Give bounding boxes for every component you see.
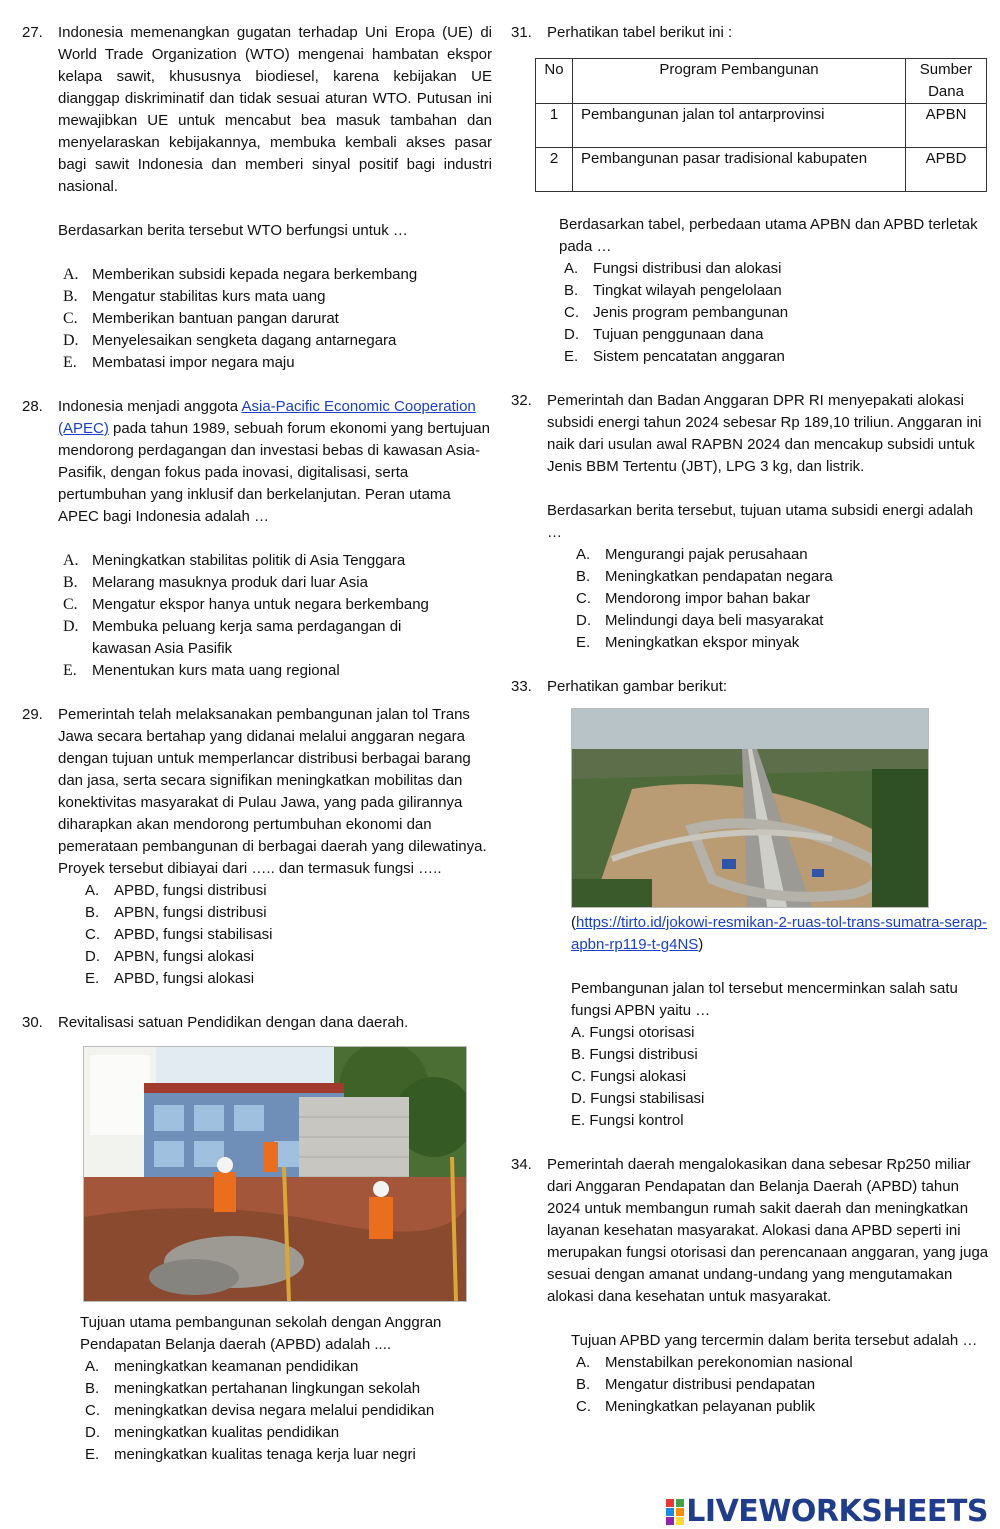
apec-link[interactable]: Asia-Pacific Economic Cooperation (APEC) [58,398,476,437]
table-row [536,148,987,192]
source-citation: (https://tirto.id/jokowi-resmikan-2-ruas-tol-trans-sumatra-serap-apbn-rp119-t-g4NS) [571,914,987,953]
school-construction-image [84,1047,466,1301]
question-number: 28. [22,398,43,415]
option-c[interactable]: C. Meningkatkan pelayanan publik [576,1398,816,1415]
question-number: 29. [22,706,43,723]
option-b[interactable]: B. Melarang masuknya produk dari luar Asia [63,574,368,591]
question-30 [22,1012,492,1466]
option-b[interactable]: B. Fungsi distribusi [571,1046,698,1063]
option-b[interactable]: B. Mengatur distribusi pendapatan [576,1376,816,1393]
question-prompt: Tujuan utama pembangunan sekolah dengan Anggran Pendapatan Belanja daerah (APBD) adalah .... [80,1314,442,1353]
table-header: Sumber Dana [906,59,987,104]
option-b[interactable]: B. Mengatur stabilitas kurs mata uang [63,288,326,305]
option-d[interactable]: D. Fungsi stabilisasi [571,1090,705,1107]
option-e[interactable]: E. Sistem pencatatan anggaran [564,348,785,365]
table-header: No [536,59,573,104]
table-header: Program Pembangunan [573,59,906,104]
right-column [511,22,989,1418]
option-c[interactable]: C. Fungsi alokasi [571,1068,687,1085]
question-32 [511,390,989,654]
option-c[interactable]: C. APBD, fungsi stabilisasi [85,926,273,943]
option-c[interactable]: C. Jenis program pembangunan [564,304,789,321]
school-construction-photo [83,1046,467,1302]
options-list [58,550,492,682]
question-number: 33. [511,678,532,695]
option-d[interactable]: D. Melindungi daya beli masyarakat [576,612,824,629]
toll-road-aerial-image [572,709,928,907]
option-e[interactable]: E. Membatasi impor negara maju [63,354,295,371]
option-d[interactable]: D. Membuka peluang kerja sama perdagangan di kawasan Asia Pasifik [63,618,402,657]
option-e[interactable]: E. Meningkatkan ekspor minyak [576,634,800,651]
question-number: 32. [511,392,532,409]
options-list [80,880,492,990]
table-cell: Pembangunan jalan tol antarprovinsi [573,104,906,148]
toll-road-photo [571,708,929,908]
program-table [535,58,987,192]
option-a[interactable]: A. APBD, fungsi distribusi [85,882,267,899]
option-a[interactable]: A. Meningkatkan stabilitas politik di Asia Tenggara [63,552,406,569]
table-cell: Pembangunan pasar tradisional kabupaten [573,148,906,192]
option-b[interactable]: B. meningkatkan pertahanan lingkungan sekolah [85,1380,421,1397]
option-e[interactable]: E. Fungsi kontrol [571,1112,684,1129]
question-text: Pemerintah telah melaksanakan pembangunan jalan tol Trans Jawa secara bertahap yang didanai melalui anggaran negara dengan tujuan untuk memperlancar distribusi berbagai barang dan jasa, serta secara signifikan meningkatkan mobilitas dan konektivitas masyarakat di Pulau Jawa, yang pada gilirannya diharapkan akan mendorong pertumbuhan ekonomi dan pemerataan pembangunan di berbagai daerah yang dilewatinya. Proyek tersebut dibiayai dari ….. dan termasuk fungsi ….. [58,706,487,877]
option-c[interactable]: C. Memberikan bantuan pangan darurat [63,310,339,327]
options-list [559,258,989,368]
question-33 [511,676,989,1132]
option-a[interactable]: A. meningkatkan keamanan pendidikan [85,1358,359,1375]
table-cell: 1 [536,104,573,148]
option-c[interactable]: C. Mengatur ekspor hanya untuk negara berkembang [63,596,429,613]
question-prompt: Berdasarkan berita tersebut WTO berfungsi untuk … [58,222,408,239]
question-prompt: Pembangunan jalan tol tersebut mencerminkan salah satu fungsi APBN yaitu … [571,980,958,1019]
option-b[interactable]: B. Meningkatkan pendapatan negara [576,568,833,585]
option-e[interactable]: E. Menentukan kurs mata uang regional [63,662,340,679]
option-e[interactable]: E. APBD, fungsi alokasi [85,970,255,987]
options-list [58,264,492,374]
question-prompt: Berdasarkan berita tersebut, tujuan utama subsidi energi adalah … [547,502,974,541]
option-d[interactable]: D. Menyelesaikan sengketa dagang antarnegara [63,332,397,349]
question-text: Perhatikan gambar berikut: [547,678,728,695]
question-number: 31. [511,24,532,41]
option-d[interactable]: D. Tujuan penggunaan dana [564,326,764,343]
table-cell: APBD [906,148,987,192]
liveworksheets-watermark: LIVEWORKSHEETS [666,1499,988,1525]
question-text: Pemerintah dan Badan Anggaran DPR RI menyepakati alokasi subsidi energi tahun 2024 sebesar Rp 189,10 triliun. Anggaran ini naik dari usulan awal RAPBN 2024 dan mencakup subsidi untuk Jenis BBM Tertentu (JBT), LPG 3 kg, dan listrik. [547,392,982,475]
option-d[interactable]: D. APBN, fungsi alokasi [85,948,255,965]
options-list [571,544,989,654]
question-34 [511,1154,989,1418]
option-e[interactable]: E. meningkatkan kualitas tenaga kerja luar negri [85,1446,416,1463]
table-cell: 2 [536,148,573,192]
option-d[interactable]: D. meningkatkan kualitas pendidikan [85,1424,340,1441]
question-text: Revitalisasi satuan Pendidikan dengan dana daerah. [58,1014,409,1031]
options-list [571,1022,989,1132]
question-text: Indonesia memenangkan gugatan terhadap Uni Eropa (UE) di World Trade Organization (WTO) mengenai hambatan ekspor kelapa sawit, khususnya biodiesel, karena kebijakan UE dianggap diskriminatif dan tidak sesuai aturan WTO. Putusan ini mewajibkan UE untuk mencabut bea masuk tambahan dan menyelaraskan kebijakannya, membuka kembali akses pasar bagi sawit Indonesia dan memberi sinyal positif bagi industri nasional. [58,24,492,195]
question-31 [511,22,989,368]
question-number: 34. [511,1156,532,1173]
question-27 [22,22,492,374]
question-number: 30. [22,1014,43,1031]
question-text: Perhatikan tabel berikut ini : [547,24,733,41]
option-a[interactable]: A. Menstabilkan perekonomian nasional [576,1354,853,1371]
option-b[interactable]: B. Tingkat wilayah pengelolaan [564,282,782,299]
question-number: 27. [22,24,43,41]
left-column [22,22,492,1466]
question-prompt: Tujuan APBD yang tercermin dalam berita tersebut adalah … [571,1332,978,1349]
option-a[interactable]: A. Mengurangi pajak perusahaan [576,546,808,563]
option-a[interactable]: A. Memberikan subsidi kepada negara berkembang [63,266,418,283]
option-c[interactable]: C. meningkatkan devisa negara melalui pendidikan [85,1402,435,1419]
question-text: Pemerintah daerah mengalokasikan dana sebesar Rp250 miliar dari Anggaran Pendapatan dan Belanja Daerah (APBD) tahun 2024 untuk membangun rumah sakit daerah dan meningkatkan layanan kesehatan masyarakat. Alokasi dana APBD seperti ini merupakan fungsi otorisasi dan perencanaan anggaran, yang juga sesuai dengan amanat undang-undang yang mengutamakan alokasi dana kesehatan untuk masyarakat. [547,1156,989,1305]
question-28 [22,396,492,682]
liveworksheets-logo-icon [666,1499,684,1525]
question-prompt: Berdasarkan tabel, perbedaan utama APBN dan APBD terletak pada … [559,216,978,255]
option-a[interactable]: A. Fungsi distribusi dan alokasi [564,260,782,277]
source-link[interactable]: https://tirto.id/jokowi-resmikan-2-ruas-tol-trans-sumatra-serap-apbn-rp119-t-g4NS [571,914,987,953]
options-list [80,1356,492,1466]
option-c[interactable]: C. Mendorong impor bahan bakar [576,590,811,607]
table-header-row [536,59,987,104]
options-list [571,1352,989,1418]
table-row [536,104,987,148]
question-29 [22,704,492,990]
option-a[interactable]: A. Fungsi otorisasi [571,1024,695,1041]
option-b[interactable]: B. APBN, fungsi distribusi [85,904,267,921]
table-cell: APBN [906,104,987,148]
question-text: Indonesia menjadi anggota Asia-Pacific Economic Cooperation (APEC) pada tahun 1989, sebuah forum ekonomi yang bertujuan mendorong perdagangan dan investasi bebas di kawasan Asia-Pasifik, dengan fokus pada inovasi, digitalisasi, serta pertumbuhan yang inklusif dan berkelanjutan. Peran utama APEC bagi Indonesia adalah … [58,398,490,525]
